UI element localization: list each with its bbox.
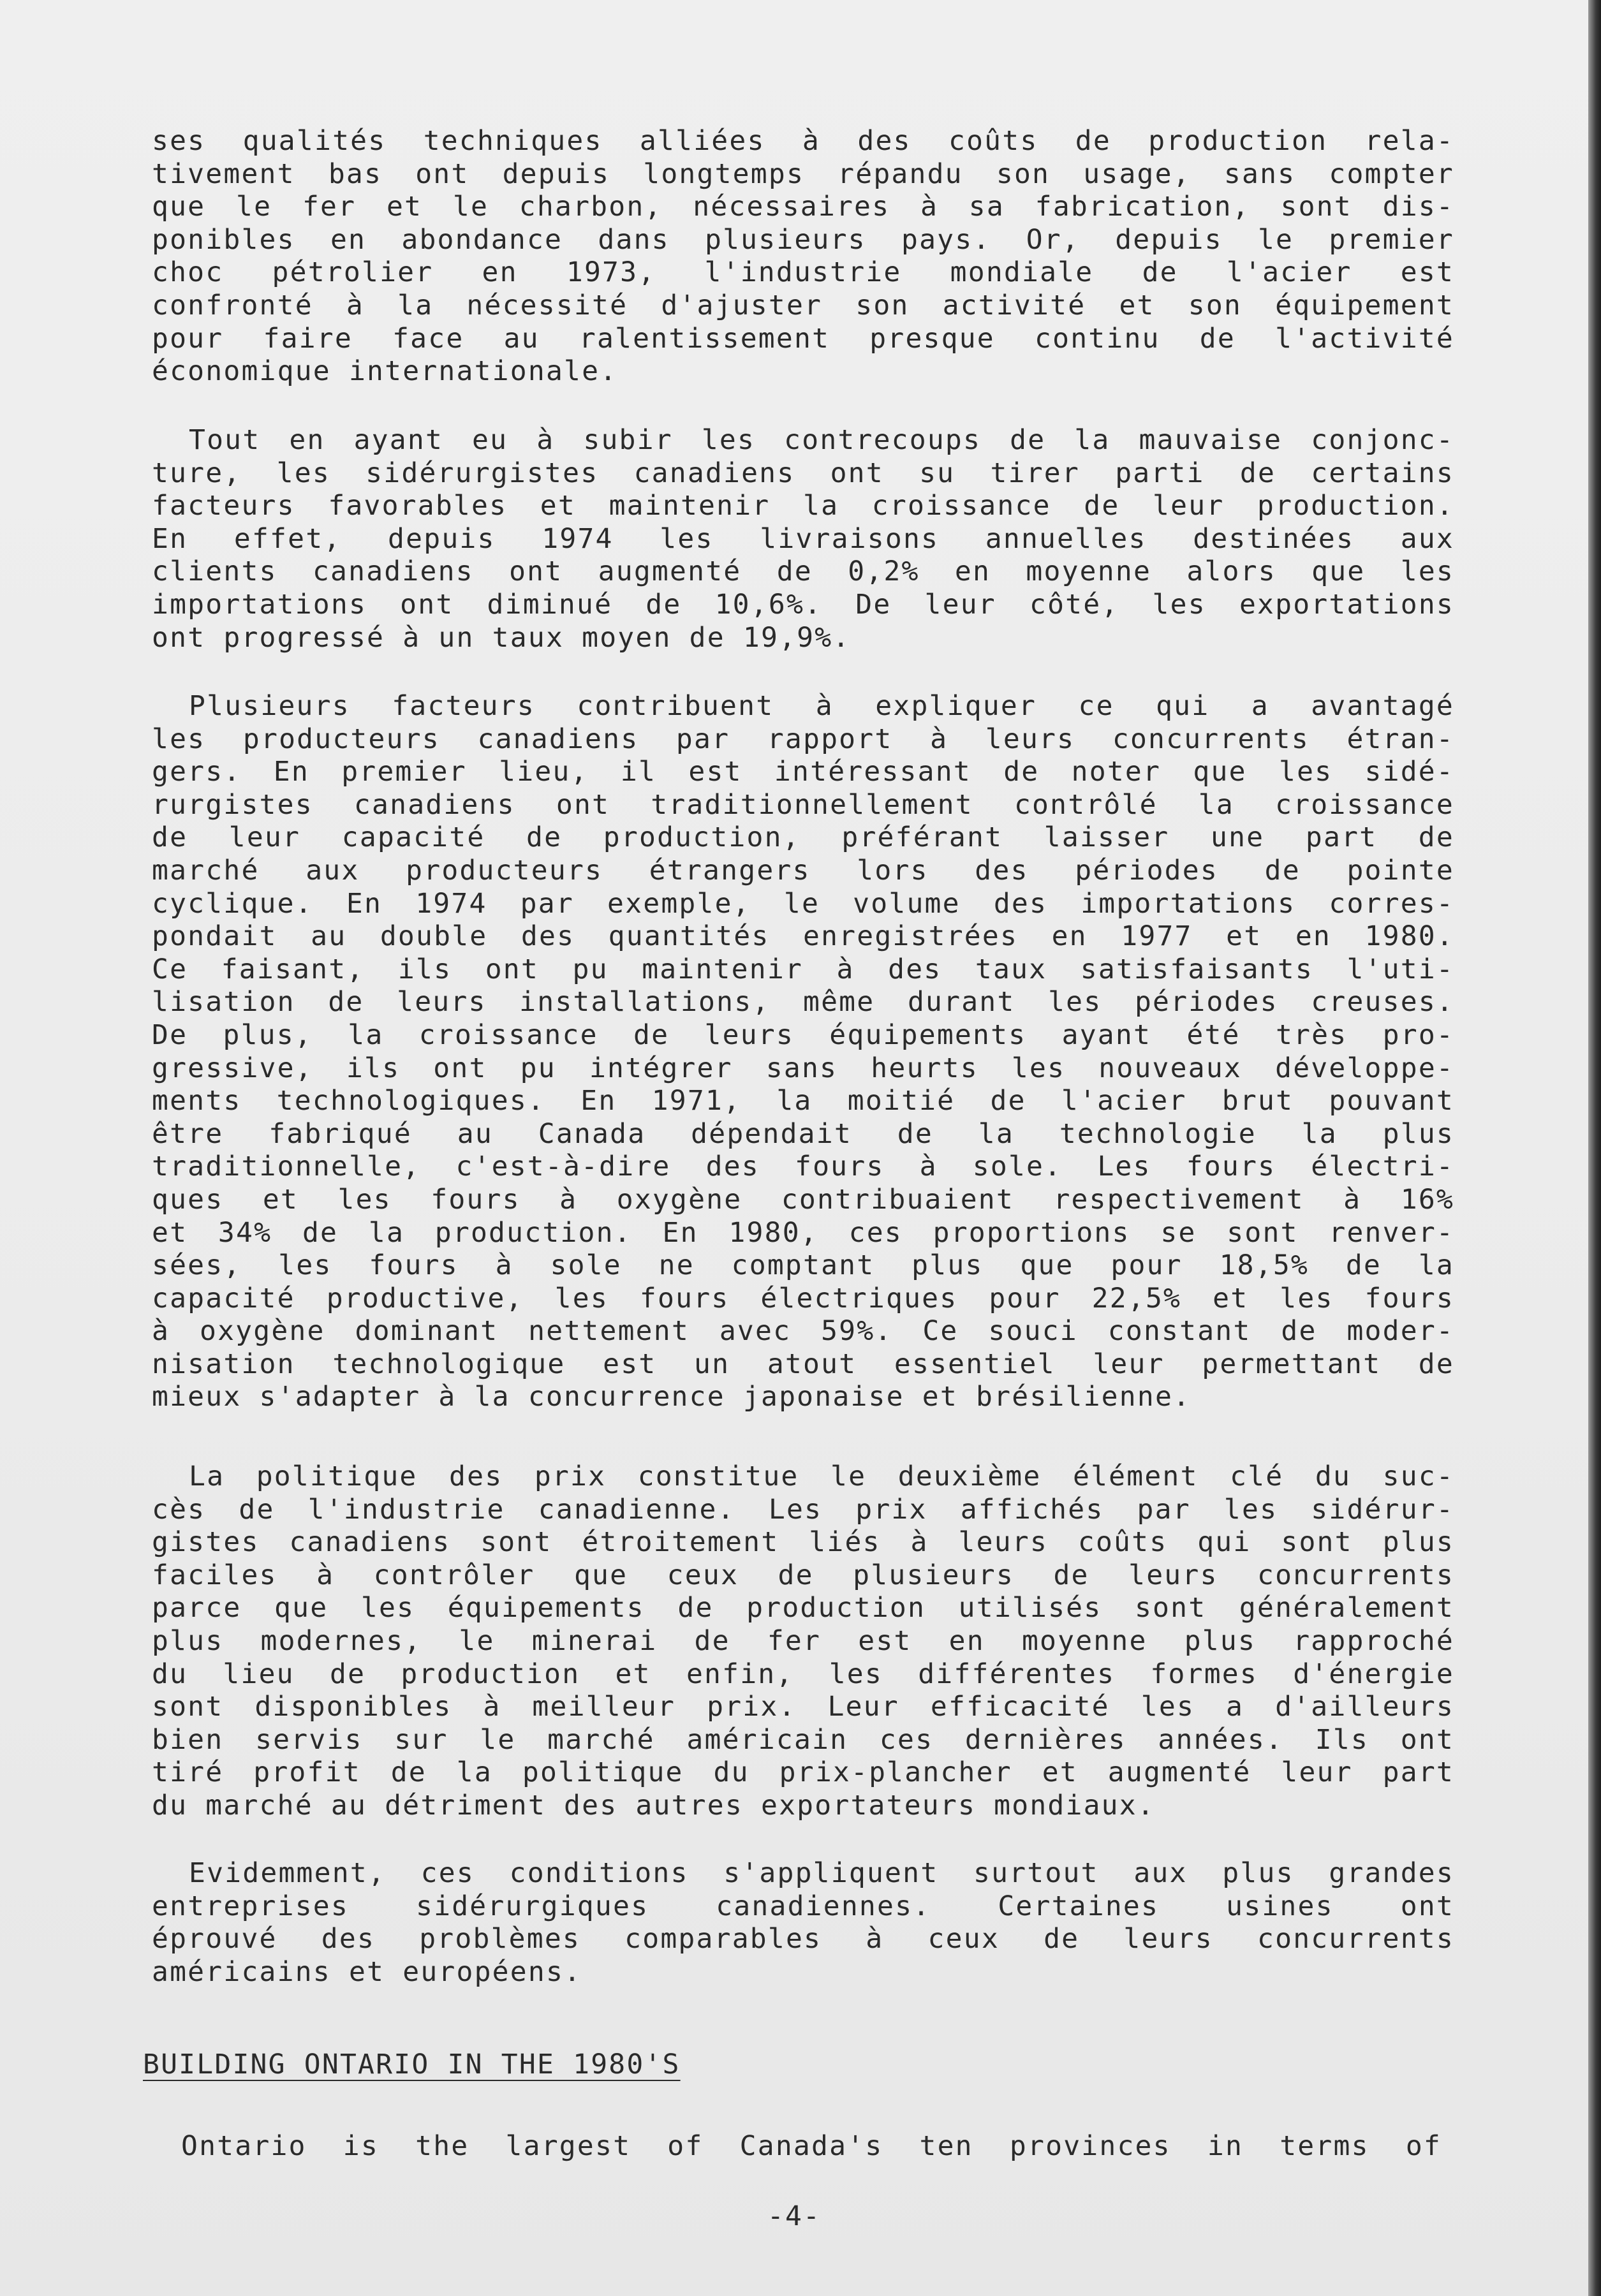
text-line: américains et européens. <box>152 1955 582 1988</box>
text-line: rurgistes canadiens ont traditionnellement contrôlé la croissance <box>152 788 1454 821</box>
text-line: clients canadiens ont augmenté de 0,2% en moyenne alors que les <box>152 556 1454 588</box>
text-line: ont progressé à un taux moyen de 19,9%. <box>152 621 851 654</box>
text-line: importations ont diminué de 10,6%. De leur côté, les exportations <box>152 588 1454 621</box>
text-line: mieux s'adapter à la concurrence japonaise et brésilienne. <box>152 1381 1192 1413</box>
text-line: cyclique. En 1974 par exemple, le volume des importations corres- <box>152 887 1454 920</box>
paragraph-6-first-line: Ontario is the largest of Canada's ten provinces in terms of <box>181 2130 1442 2162</box>
text-line: plus modernes, le minerai de fer est en moyenne plus rapproché <box>152 1624 1454 1657</box>
text-line: sont disponibles à meilleur prix. Leur efficacité les a d'ailleurs <box>152 1691 1454 1723</box>
text-line: traditionnelle, c'est-à-dire des fours à sole. Les fours électri- <box>152 1151 1454 1183</box>
text-line: pondait au double des quantités enregistrées en 1977 et en 1980. <box>152 920 1454 953</box>
text-line: ses qualités techniques alliées à des coûts de production rela- <box>152 125 1454 157</box>
text-line: bien servis sur le marché américain ces dernières années. Ils ont <box>152 1723 1454 1756</box>
text-line: du lieu de production et enfin, les différentes formes d'énergie <box>152 1658 1454 1690</box>
paragraph-2 <box>152 424 1454 654</box>
text-line: gressive, ils ont pu intégrer sans heurts les nouveaux développe- <box>152 1052 1454 1084</box>
text-line: et 34% de la production. En 1980, ces proportions se sont renver- <box>152 1216 1454 1249</box>
section-heading: BUILDING ONTARIO IN THE 1980'S <box>143 2049 681 2080</box>
text-line: confronté à la nécessité d'ajuster son activité et son équipement <box>152 289 1454 321</box>
text-line: lisation de leurs installations, même durant les périodes creuses. <box>152 986 1454 1019</box>
text-line: gistes canadiens sont étroitement liés à leurs coûts qui sont plus <box>152 1526 1454 1559</box>
text-line: ture, les sidérurgistes canadiens ont su tirer parti de certains <box>152 457 1454 489</box>
paragraph-3 <box>152 690 1454 1414</box>
text-line: En effet, depuis 1974 les livraisons annuelles destinées aux <box>152 522 1454 555</box>
text-line: tiré profit de la politique du prix-plancher et augmenté leur part <box>152 1756 1454 1789</box>
text-line: La politique des prix constitue le deuxième élément clé du suc- <box>189 1461 1454 1492</box>
text-line: ques et les fours à oxygène contribuaient respectivement à 16% <box>152 1183 1454 1216</box>
text-line: économique internationale. <box>152 355 618 388</box>
text-line: parce que les équipements de production utilisés sont généralement <box>152 1592 1454 1624</box>
text-line: Tout en ayant eu à subir les contrecoups de la mauvaise conjonc- <box>189 424 1454 456</box>
text-line: gers. En premier lieu, il est intéressant de noter que les sidé- <box>152 756 1454 788</box>
text-line: choc pétrolier en 1973, l'industrie mondiale de l'acier est <box>152 256 1454 289</box>
paragraph-5 <box>152 1857 1454 1989</box>
text-line: du marché au détriment des autres exportateurs mondiaux. <box>152 1789 1155 1821</box>
text-line: facteurs favorables et maintenir la croissance de leur production. <box>152 490 1454 522</box>
text-line: Evidemment, ces conditions s'appliquent surtout aux plus grandes <box>189 1857 1454 1889</box>
page-number: -4- <box>767 2200 822 2232</box>
text-line: que le fer et le charbon, nécessaires à sa fabrication, sont dis- <box>152 191 1454 223</box>
text-line: être fabriqué au Canada dépendait de la technologie la plus <box>152 1117 1454 1150</box>
text-line: entreprises sidérurgiques canadiennes. Certaines usines ont <box>152 1890 1454 1922</box>
text-line: faciles à contrôler que ceux de plusieurs de leurs concurrents <box>152 1559 1454 1591</box>
text-line: Plusieurs facteurs contribuent à expliquer ce qui a avantagé <box>189 690 1454 722</box>
page-edge-shadow <box>1588 0 1601 2296</box>
paragraph-4 <box>152 1461 1454 1823</box>
text-line: de leur capacité de production, préférant laisser une part de <box>152 821 1454 854</box>
text-line: ments technologiques. En 1971, la moitié de l'acier brut pouvant <box>152 1085 1454 1117</box>
text-line: marché aux producteurs étrangers lors des périodes de pointe <box>152 854 1454 887</box>
text-line: ponibles en abondance dans plusieurs pays. Or, depuis le premier <box>152 223 1454 256</box>
text-line: tivement bas ont depuis longtemps répandu son usage, sans compter <box>152 158 1454 190</box>
text-line: Ce faisant, ils ont pu maintenir à des taux satisfaisants l'uti- <box>152 953 1454 985</box>
paragraph-1 <box>152 125 1454 388</box>
text-line: pour faire face au ralentissement presque continu de l'activité <box>152 322 1454 355</box>
text-line: à oxygène dominant nettement avec 59%. Ce souci constant de moder- <box>152 1315 1454 1348</box>
text-line: sées, les fours à sole ne comptant plus que pour 18,5% de la <box>152 1249 1454 1282</box>
text-line: nisation technologique est un atout essentiel leur permettant de <box>152 1348 1454 1380</box>
text-line: les producteurs canadiens par rapport à leurs concurrents étran- <box>152 723 1454 755</box>
text-line: De plus, la croissance de leurs équipements ayant été très pro- <box>152 1019 1454 1051</box>
text-line: capacité productive, les fours électriques pour 22,5% et les fours <box>152 1282 1454 1314</box>
text-line: cès de l'industrie canadienne. Les prix affichés par les sidérur- <box>152 1493 1454 1526</box>
text-line: éprouvé des problèmes comparables à ceux de leurs concurrents <box>152 1923 1454 1955</box>
